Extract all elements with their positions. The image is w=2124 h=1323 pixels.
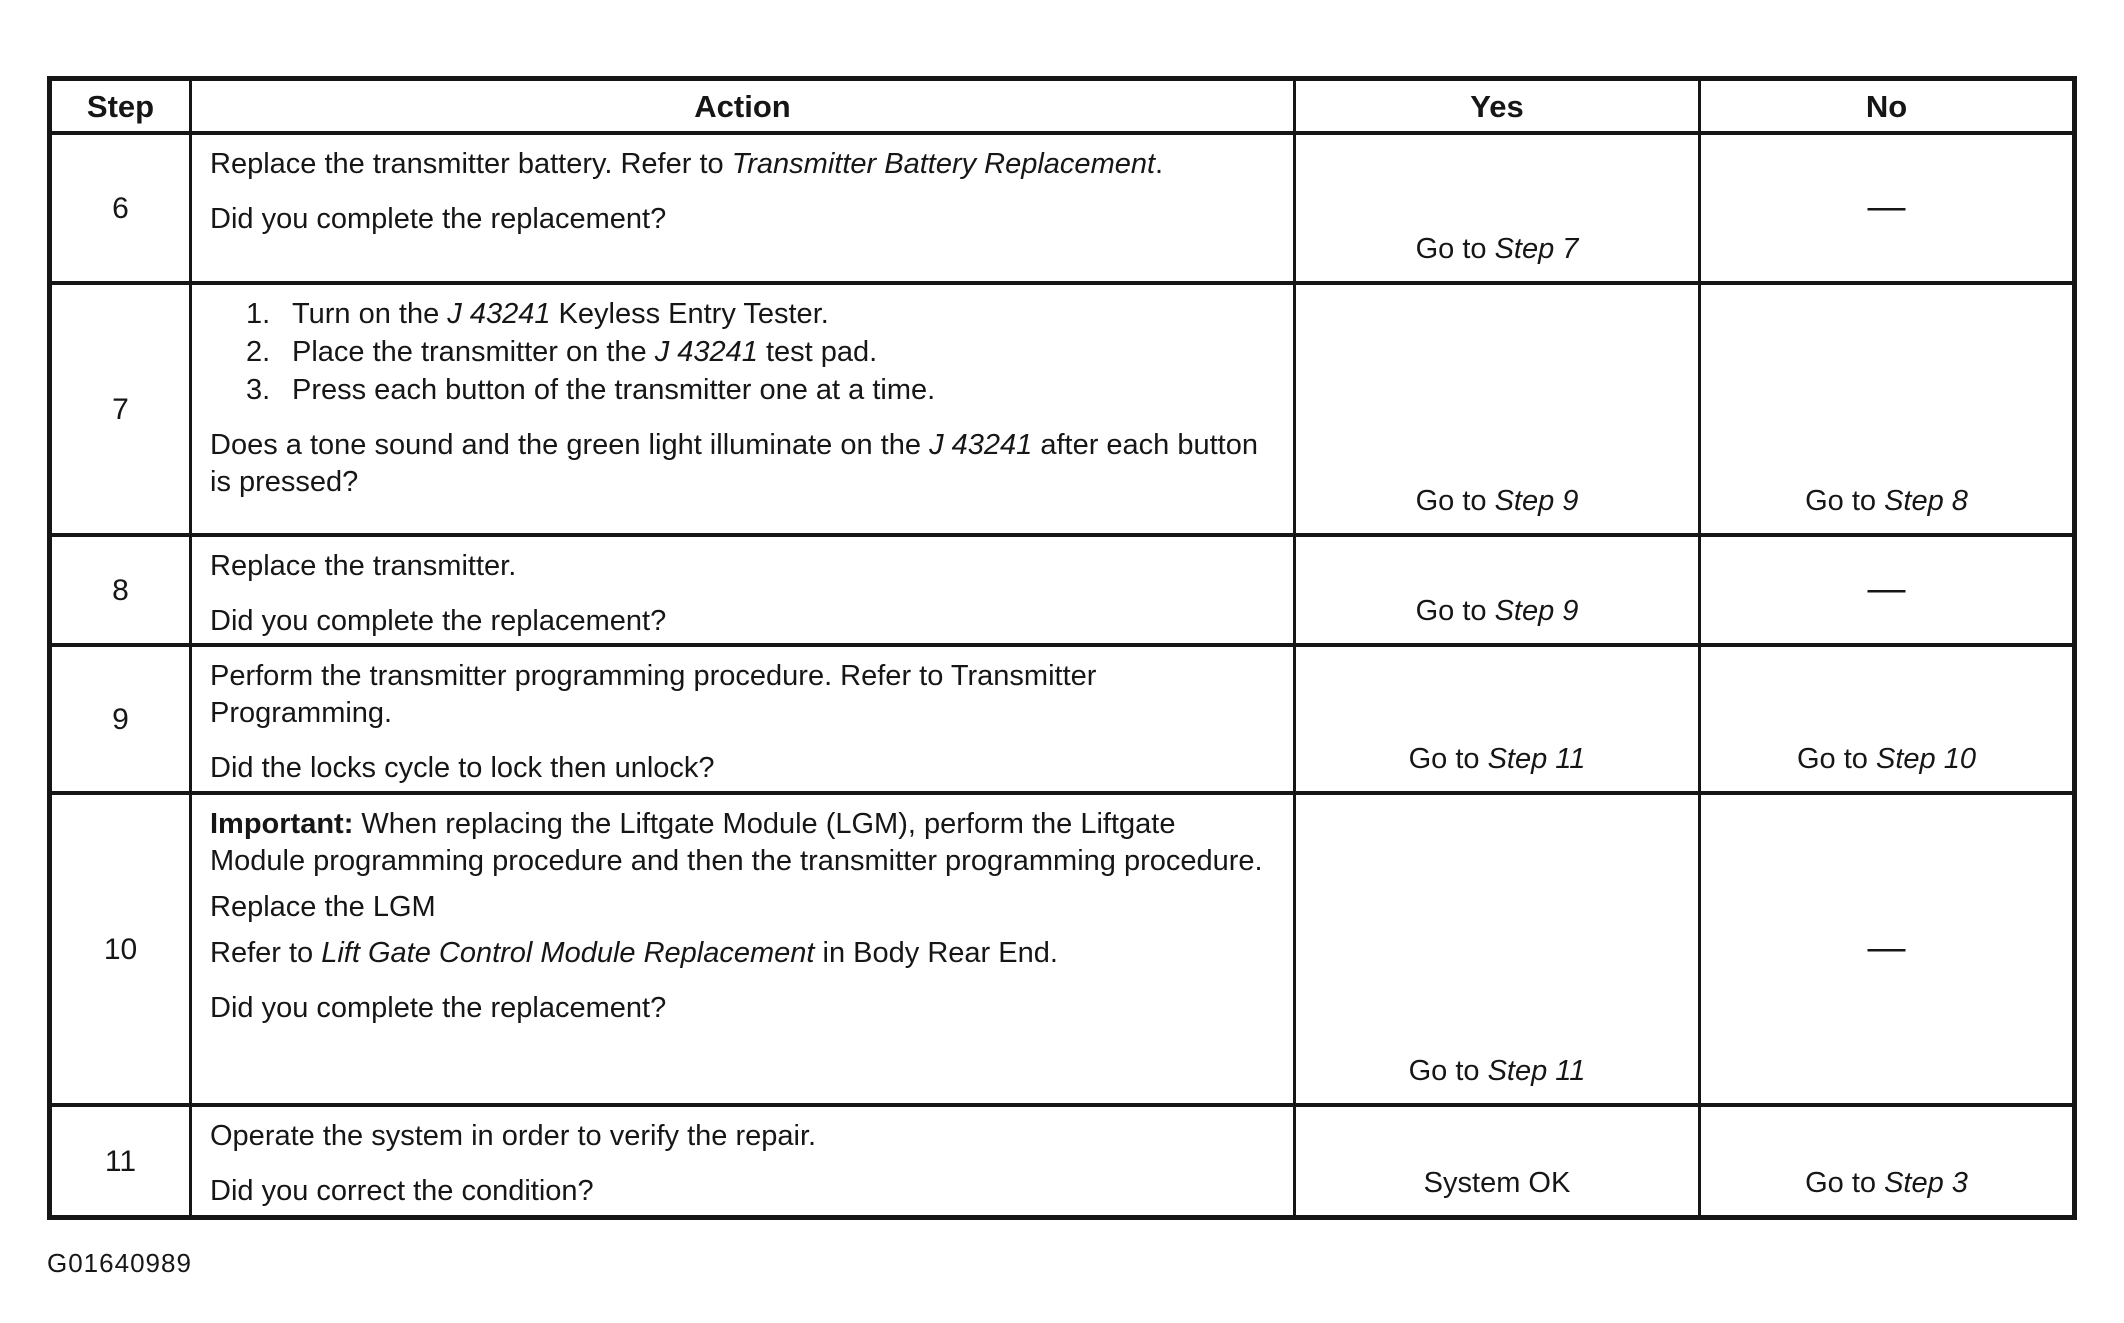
italic-text: J 43241 xyxy=(654,336,758,368)
action-question xyxy=(210,981,1275,1027)
italic-text: Lift Gate Control Module Replacement xyxy=(321,937,815,969)
plain-text: Operate the system in order to verify the repair. xyxy=(210,1120,817,1152)
numbered-list-item xyxy=(246,372,1275,409)
step-number: 8 xyxy=(52,537,192,647)
italic-text: Step 10 xyxy=(1876,743,1976,775)
plain-text: Replace the transmitter battery. Refer to xyxy=(210,148,732,180)
action-question xyxy=(210,741,1275,787)
action-cell xyxy=(192,537,1296,647)
plain-text: Go to xyxy=(1797,743,1876,775)
header-step: Step xyxy=(52,81,192,135)
plain-text: test pad. xyxy=(757,336,878,368)
italic-text: Step 3 xyxy=(1884,1167,1968,1199)
plain-text: — xyxy=(1867,186,1906,228)
plain-text: . xyxy=(1155,148,1164,180)
italic-text: J 43241 xyxy=(929,429,1033,461)
plain-text: — xyxy=(1867,927,1906,969)
step-number: 11 xyxy=(52,1107,192,1215)
italic-text: Step 9 xyxy=(1494,595,1579,627)
step-number: 10 xyxy=(52,795,192,1107)
no-action-dash xyxy=(1868,570,1906,608)
no-cell xyxy=(1701,647,2072,795)
numbered-list-item xyxy=(246,296,1275,333)
action-question xyxy=(210,192,1275,238)
step-number: 7 xyxy=(52,285,192,537)
plain-text: Place the transmitter on the xyxy=(292,336,655,368)
answer-text xyxy=(1424,1165,1571,1202)
yes-cell xyxy=(1296,537,1701,647)
action-paragraph xyxy=(210,146,1275,183)
action-paragraph xyxy=(210,806,1275,880)
plain-text: Go to xyxy=(1408,743,1488,775)
step-number: 6 xyxy=(52,135,192,285)
answer-text xyxy=(1416,593,1579,630)
no-cell xyxy=(1701,795,2072,1107)
yes-cell xyxy=(1296,1107,1701,1215)
header-no: No xyxy=(1701,81,2072,135)
italic-text: Step 8 xyxy=(1884,485,1968,517)
plain-text: Does a tone sound and the green light illuminate on the xyxy=(210,429,930,461)
list-item-number: 3. xyxy=(246,374,271,406)
yes-cell xyxy=(1296,135,1701,285)
no-cell xyxy=(1701,537,2072,647)
italic-text: Step 11 xyxy=(1487,1055,1586,1087)
plain-text: — xyxy=(1867,568,1906,610)
action-question xyxy=(210,594,1275,640)
plain-text: Go to xyxy=(1408,1055,1488,1087)
list-item-text xyxy=(292,372,1275,409)
plain-text: Go to xyxy=(1415,485,1495,517)
action-cell xyxy=(192,285,1296,537)
plain-text: Replace the transmitter. xyxy=(210,550,517,582)
plain-text: When replacing the Liftgate Module (LGM), perform the Liftgate Module programming procedure and then the transmitter programming procedure. xyxy=(210,808,1263,877)
plain-text: Go to xyxy=(1415,595,1495,627)
action-paragraph xyxy=(210,889,1275,926)
answer-text xyxy=(1409,1053,1586,1090)
italic-text: Step 11 xyxy=(1487,743,1586,775)
header-yes: Yes xyxy=(1296,81,1701,135)
action-paragraph xyxy=(210,935,1275,972)
plain-text: Perform the transmitter programming procedure. Refer to Transmitter Programming. xyxy=(210,660,1097,729)
bold-text: Important: xyxy=(210,808,354,840)
diagnostic-table xyxy=(47,76,2077,1220)
action-cell xyxy=(192,795,1296,1107)
plain-text: Go to xyxy=(1415,233,1495,265)
italic-text: Step 9 xyxy=(1494,485,1579,517)
plain-text: System OK xyxy=(1423,1167,1571,1199)
plain-text: Did you complete the replacement? xyxy=(210,203,667,235)
plain-text: Did you complete the replacement? xyxy=(210,605,667,637)
plain-text: Did the locks cycle to lock then unlock? xyxy=(210,752,715,784)
action-paragraph xyxy=(210,658,1275,732)
action-paragraph xyxy=(210,1118,1275,1155)
plain-text: in Body Rear End. xyxy=(814,937,1058,969)
no-action-dash xyxy=(1868,188,1906,226)
action-question xyxy=(210,418,1275,501)
plain-text: Refer to xyxy=(210,937,322,969)
header-action: Action xyxy=(192,81,1296,135)
answer-text xyxy=(1416,231,1579,268)
plain-text: Turn on the xyxy=(292,298,448,330)
figure-id-caption: G01640989 xyxy=(47,1248,192,1278)
list-item-text xyxy=(292,334,1275,371)
answer-text xyxy=(1805,1165,1968,1202)
numbered-list xyxy=(210,296,1275,409)
list-item-text xyxy=(292,296,1275,333)
action-cell xyxy=(192,135,1296,285)
action-question xyxy=(210,1164,1275,1210)
italic-text: Transmitter Battery Replacement xyxy=(731,148,1156,180)
no-cell xyxy=(1701,135,2072,285)
yes-cell xyxy=(1296,795,1701,1107)
plain-text: Press each button of the transmitter one at a time. xyxy=(292,374,936,406)
list-item-number: 1. xyxy=(246,298,271,330)
step-number: 9 xyxy=(52,647,192,795)
answer-text xyxy=(1797,741,1976,778)
plain-text: Go to xyxy=(1805,485,1885,517)
plain-text: Replace the LGM xyxy=(210,891,436,923)
no-cell xyxy=(1701,285,2072,537)
no-cell xyxy=(1701,1107,2072,1215)
italic-text: J 43241 xyxy=(447,298,551,330)
yes-cell xyxy=(1296,285,1701,537)
plain-text: Go to xyxy=(1805,1167,1885,1199)
numbered-list-item xyxy=(246,334,1275,371)
plain-text: Keyless Entry Tester. xyxy=(550,298,829,330)
plain-text: Did you correct the condition? xyxy=(210,1175,594,1207)
answer-text xyxy=(1805,483,1968,520)
action-cell xyxy=(192,1107,1296,1215)
answer-text xyxy=(1409,741,1586,778)
action-paragraph xyxy=(210,548,1275,585)
action-cell xyxy=(192,647,1296,795)
plain-text: after each button is pressed? xyxy=(210,429,1258,498)
list-item-number: 2. xyxy=(246,336,271,368)
yes-cell xyxy=(1296,647,1701,795)
plain-text: Did you complete the replacement? xyxy=(210,992,667,1024)
answer-text xyxy=(1416,483,1579,520)
italic-text: Step 7 xyxy=(1494,233,1579,265)
no-action-dash xyxy=(1868,929,1906,967)
